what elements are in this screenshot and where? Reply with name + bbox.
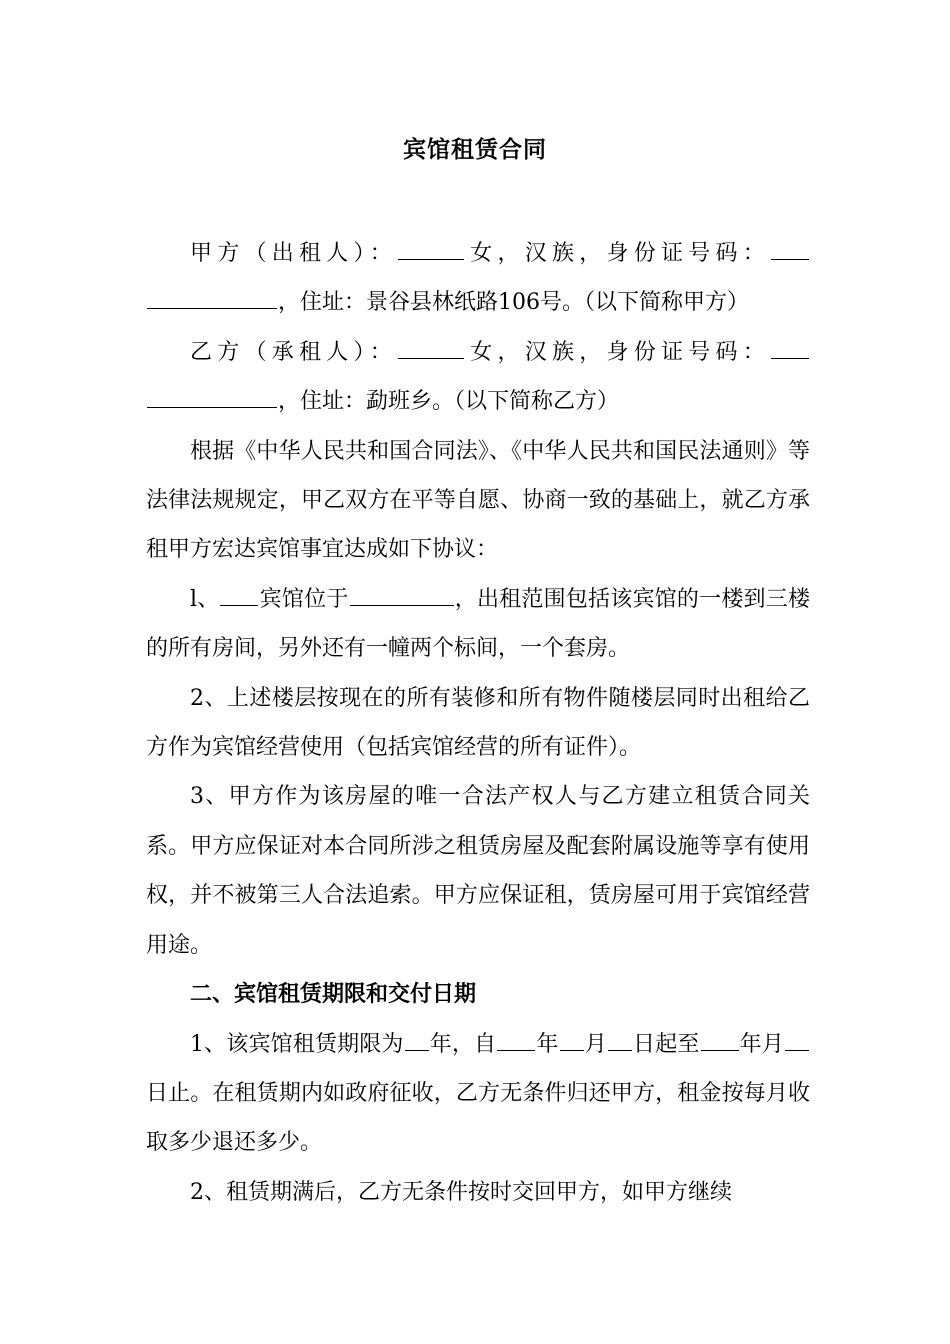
party-a-text2: ，住址：景谷县林纸路106号。（以下简称甲方） [278, 290, 749, 316]
blank-field [497, 1026, 535, 1050]
preamble-paragraph: 根据《中华人民共和国合同法》、《中华人民共和国民法通则》等法律法规规定，甲乙双方在平等自愿、协商一致的基础上，就乙方承租甲方宏达宾馆事宜达成如下协议： [146, 438, 810, 563]
blank-field [608, 1026, 632, 1050]
term-clause-2-paragraph: 2、租赁期满后，乙方无条件按时交回甲方，如甲方继续 [190, 1179, 732, 1205]
blank-field [771, 236, 809, 260]
section-heading: 二、宾馆租赁期限和交付日期 [190, 981, 477, 1008]
clause-1-prefix: l、 [190, 586, 220, 612]
blank-field [220, 582, 258, 606]
blank-field [771, 335, 809, 359]
blank-field [405, 1026, 429, 1050]
term-text: 年 [536, 1031, 559, 1057]
document-title: 宾馆租赁合同 [403, 136, 547, 163]
party-a-label: 甲方（出租人）： [190, 241, 397, 266]
blank-field [350, 582, 454, 606]
blank-field [147, 384, 277, 408]
clause-1-paragraph [146, 575, 810, 674]
blank-field [560, 1026, 584, 1050]
term-text: 月 [584, 1031, 607, 1057]
party-a-text1: 女，汉族，身份证号码： [465, 241, 770, 266]
clause-1-part2: ，出租范围包括该宾馆的一楼到三楼的所有房间，另外还有一幢两个标间，一个套房。 [146, 586, 810, 662]
blank-field [147, 285, 277, 309]
blank-field [398, 335, 464, 359]
term-text: 1、该宾馆租赁期限为 [190, 1031, 404, 1057]
term-text: 年，自 [429, 1031, 497, 1057]
clause-3-paragraph: 3、甲方作为该房屋的唯一合法产权人与乙方建立租赁合同关系。甲方应保证对本合同所涉之租赁房屋及配套附属设施等享有使用权，并不被第三人合法追索。甲方应保证租，赁房屋可用于宾馆经营用途。 [146, 784, 810, 958]
term-text: 年月 [739, 1031, 784, 1057]
term-text: 日止。在租赁期内如政府征收，乙方无条件归还甲方，租金按每月收取多少退还多少。 [146, 1080, 810, 1156]
clause-1-part1: 宾馆位于 [259, 586, 349, 612]
party-b-label: 乙方（承租人）： [190, 339, 397, 365]
term-clause-1-paragraph [146, 1020, 810, 1168]
document-body [146, 229, 810, 1217]
party-a-paragraph [146, 229, 810, 328]
term-text: 日起至 [632, 1031, 700, 1057]
party-b-text2: ，住址：勐班乡。（以下简称乙方） [278, 389, 620, 415]
clause-2-paragraph: 2、上述楼层按现在的所有装修和所有物件随楼层同时出租给乙方作为宾馆经营使用（包括宾馆经营的所有证件）。 [146, 685, 810, 761]
blank-field [398, 236, 464, 260]
blank-field [785, 1026, 809, 1050]
blank-field [701, 1026, 739, 1050]
party-b-text1: 女，汉族，身份证号码： [465, 339, 770, 365]
party-b-paragraph [146, 328, 810, 427]
